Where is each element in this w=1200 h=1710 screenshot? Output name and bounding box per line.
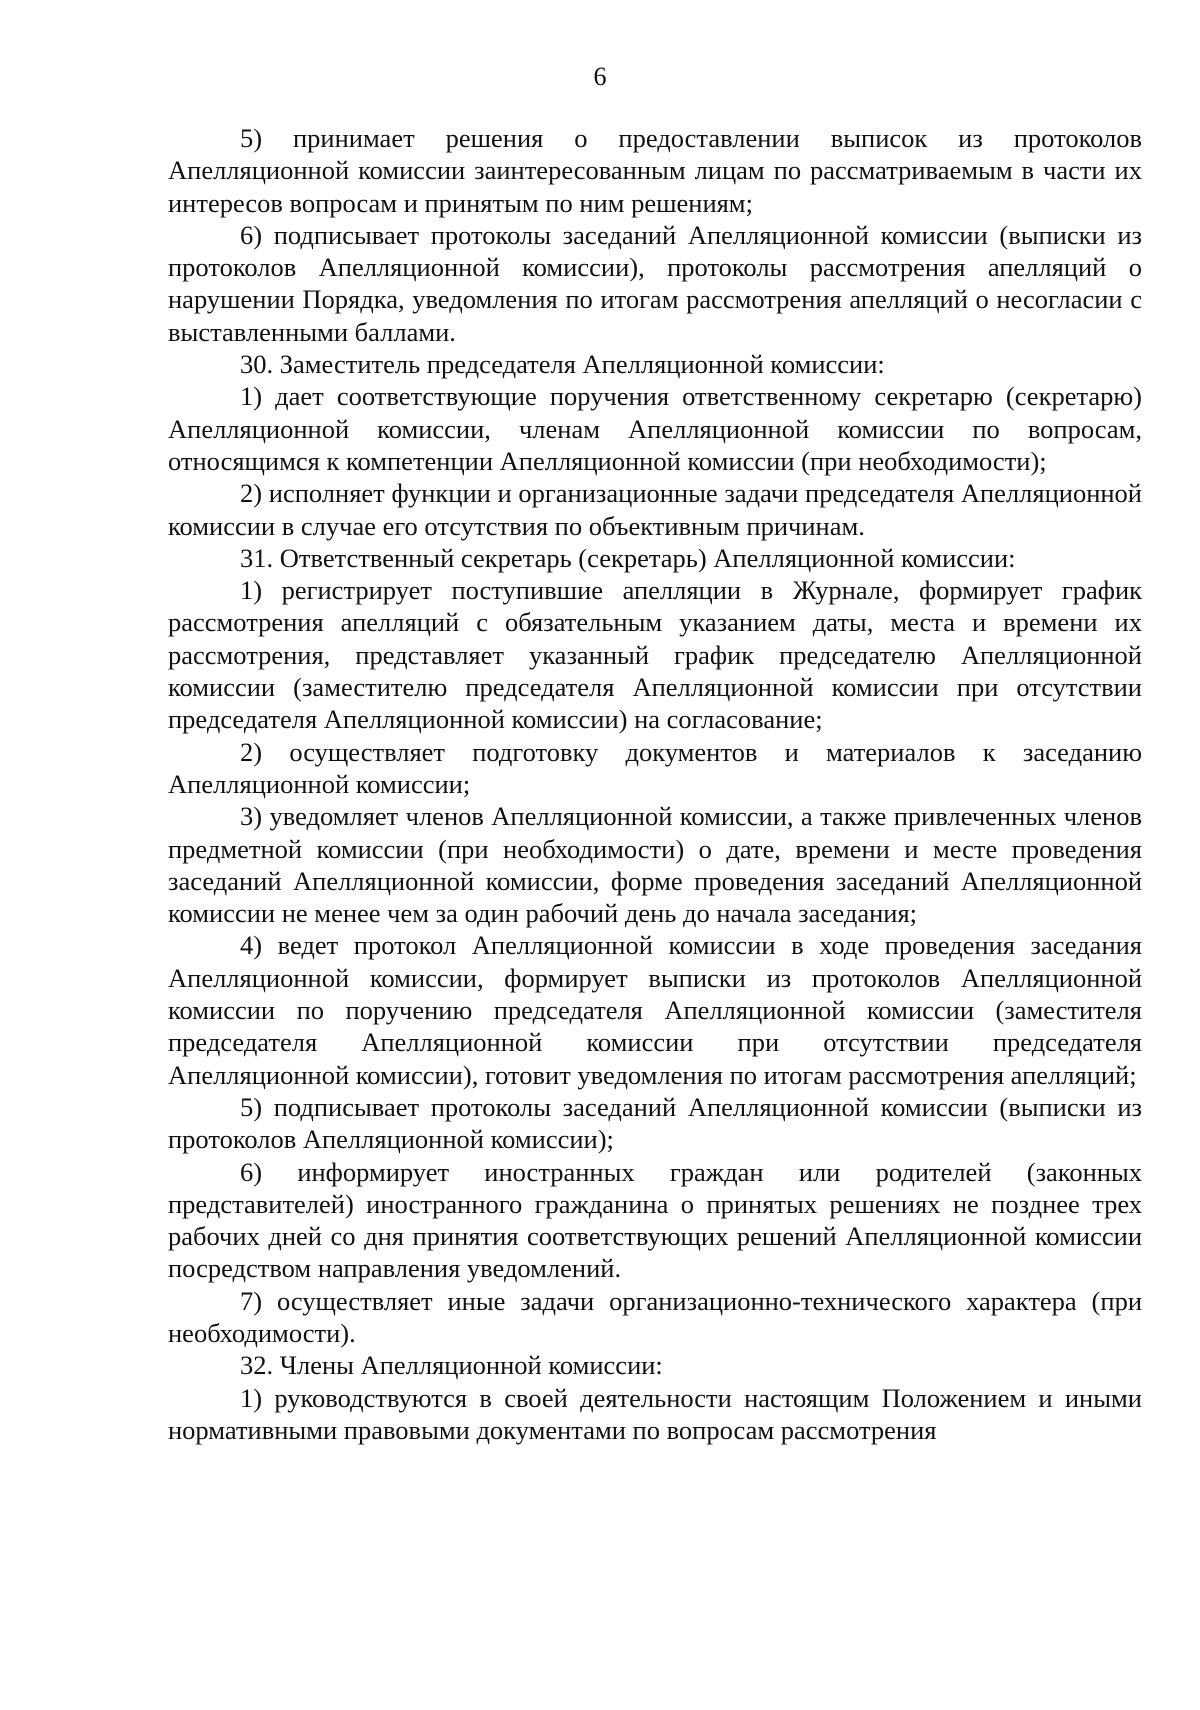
section-32-heading: 32. Члены Апелляционной комиссии: bbox=[240, 1350, 663, 1381]
paragraph-item-5-decisions-extracts: 5) принимает решения о предоставлении выписок из протоколов Апелляционной комиссии заинтересованным лицам по рассматриваемым в части их интересов вопросам и принятым по ним решениям; bbox=[168, 123, 1142, 218]
paragraph-30-item-1: 1) дает соответствующие поручения ответственному секретарю (секретарю) Апелляционной комиссии, членам Апелляционной комиссии по вопросам, относящимся к компетенции Апелляционной комиссии (при необходимости); bbox=[168, 381, 1142, 476]
paragraph-item-6-signs-protocols: 6) подписывает протоколы заседаний Апелляционной комиссии (выписки из протоколов Апелляционной комиссии), протоколы рассмотрения апелляций о нарушении Порядка, уведомления по итогам рассмотрения апелляций о несогласии с выставленными баллами. bbox=[168, 219, 1142, 347]
paragraph-31-item-1: 1) регистрирует поступившие апелляции в Журнале, формирует график рассмотрения апелляций с обязательным указанием даты, места и времени их рассмотрения, представляет указанный график председателю Апелляционной комиссии (заместителю председателя Апелляционной комиссии при отсутствии председателя Апелляционной комиссии) на согласование; bbox=[168, 575, 1142, 735]
paragraph-31-item-6: 6) информирует иностранных граждан или родителей (законных представителей) иностранного гражданина о принятых решениях не позднее трех рабочих дней со дня принятия соответствующих решений Апелляционной комиссии посредством направления уведомлений. bbox=[168, 1156, 1142, 1284]
paragraph-32-item-1: 1) руководствуются в своей деятельности настоящим Положением и иными нормативными правовыми документами по вопросам рассмотрения bbox=[168, 1382, 1142, 1445]
page-number: 6 bbox=[593, 62, 607, 91]
paragraph-31-item-3: 3) уведомляет членов Апелляционной комиссии, а также привлеченных членов предметной комиссии (при необходимости) о дате, времени и месте проведения заседаний Апелляционной комиссии, форме проведения заседаний Апелляционной комиссии не менее чем за один рабочий день до начала заседания; bbox=[168, 801, 1142, 929]
paragraph-30-item-2: 2) исполняет функции и организационные задачи председателя Апелляционной комиссии в случае его отсутствия по объективным причинам. bbox=[168, 478, 1142, 541]
section-30-heading: 30. Заместитель председателя Апелляционной комиссии: bbox=[240, 349, 885, 380]
paragraph-31-item-7: 7) осуществляет иные задачи организационно-технического характера (при необходимости). bbox=[168, 1285, 1142, 1348]
document-body bbox=[168, 122, 1142, 1446]
paragraph-31-item-5: 5) подписывает протоколы заседаний Апелляционной комиссии (выписки из протоколов Апелляционной комиссии); bbox=[168, 1091, 1142, 1155]
paragraph-31-item-4: 4) ведет протокол Апелляционной комиссии в ходе проведения заседания Апелляционной комиссии, формирует выписки из протоколов Апелляционной комиссии по поручению председателя Апелляционной комиссии (заместителя председателя Апелляционной комиссии при отсутствии председателя Апелляционной комиссии), готовит уведомления по итогам рассмотрения апелляций; bbox=[168, 930, 1142, 1090]
section-31-heading: 31. Ответственный секретарь (секретарь) Апелляционной комиссии: bbox=[240, 542, 1016, 573]
paragraph-31-item-2: 2) осуществляет подготовку документов и материалов к заседанию Апелляционной комиссии; bbox=[168, 736, 1142, 799]
